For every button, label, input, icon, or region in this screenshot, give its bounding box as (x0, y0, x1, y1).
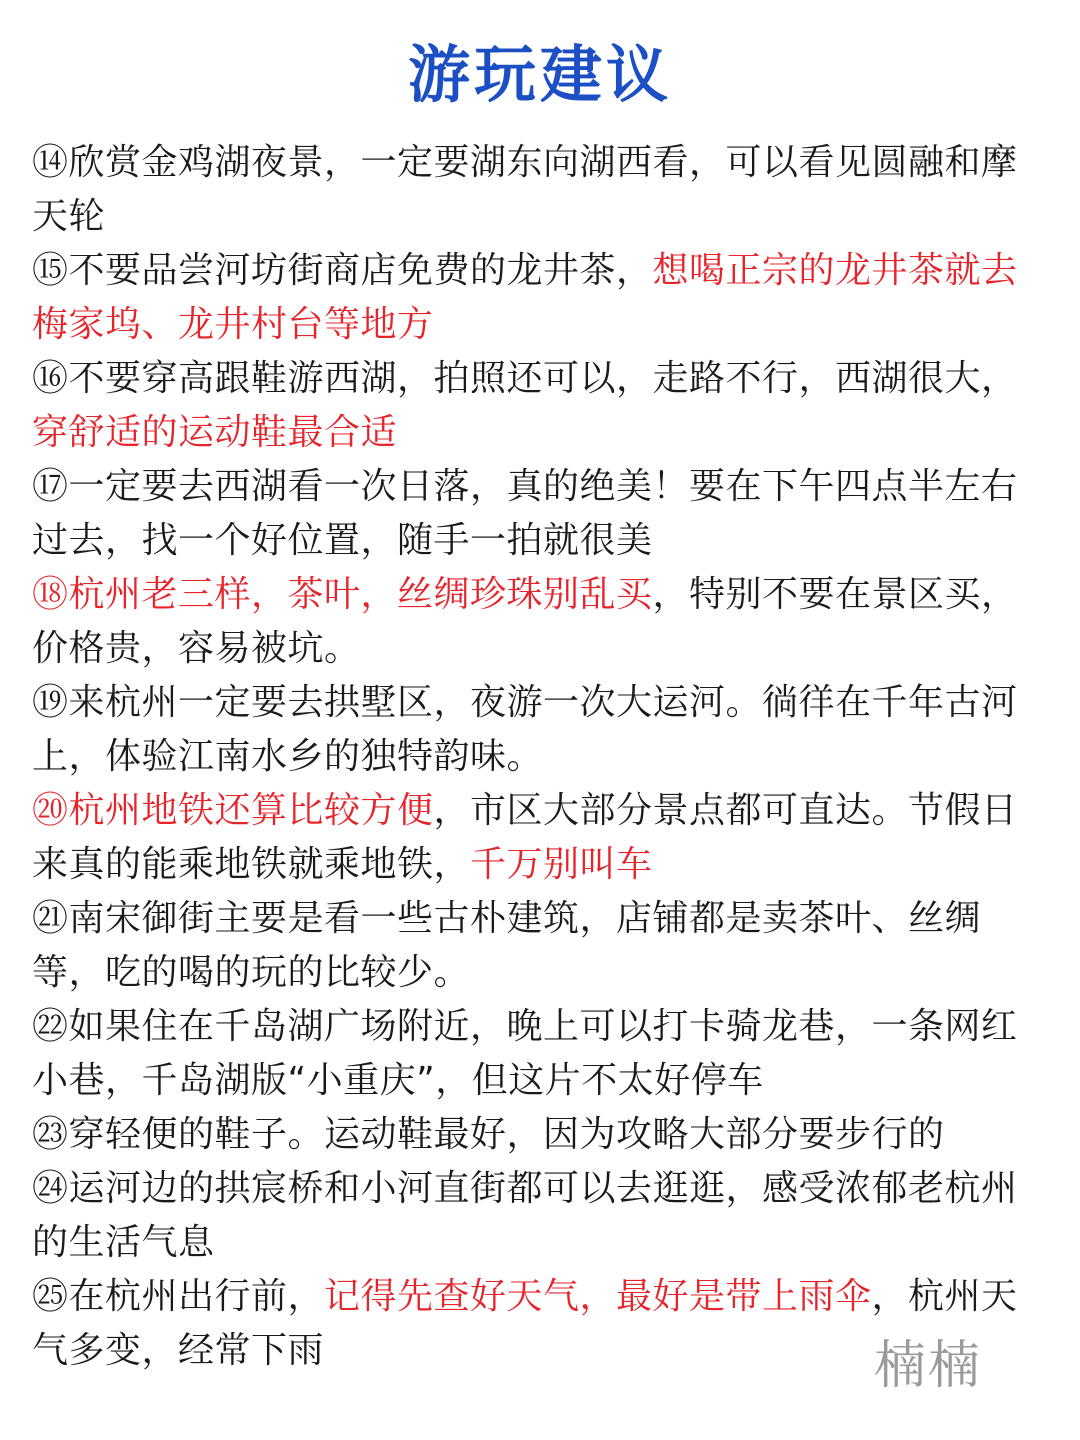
tip-item (32, 136, 1042, 244)
tip-text: 运河边的拱宸桥和小河直街都可以去逛逛，感受浓郁老杭州的生活气息 (32, 1168, 1018, 1263)
tip-number: ⑯ (32, 358, 69, 399)
tip-text: 不要穿高跟鞋游西湖，拍照还可以，走路不行，西湖很大， (68, 358, 1018, 399)
tip-number: ㉓ (32, 1114, 69, 1155)
tip-number: ⑰ (32, 466, 69, 507)
tip-item (32, 1162, 1042, 1270)
tip-number: ⑲ (32, 682, 69, 723)
tip-text-highlight: 杭州地铁还算比较方便 (68, 790, 434, 831)
tip-item (32, 892, 1042, 1000)
tip-number: ㉒ (32, 1006, 69, 1047)
tip-item (32, 352, 1042, 460)
tip-text: 欣赏金鸡湖夜景，一定要湖东向湖西看，可以看见圆融和摩天轮 (32, 142, 1018, 237)
tip-item (32, 460, 1042, 568)
tip-text-highlight: 想喝正宗的龙井茶就去梅家坞、龙井村台等地方 (32, 250, 1018, 345)
tip-text-highlight: 千万别叫车 (470, 844, 653, 885)
tip-text-highlight: 杭州老三样，茶叶，丝绸珍珠别乱买 (68, 574, 653, 615)
tip-number: ㉑ (32, 898, 69, 939)
tip-item (32, 676, 1042, 784)
tip-item (32, 1108, 1042, 1162)
tip-item (32, 1000, 1042, 1108)
page-title: 游玩建议 (407, 38, 672, 111)
tip-item (32, 244, 1042, 352)
tip-number: ㉔ (32, 1168, 69, 1209)
tip-number: ⑮ (32, 250, 69, 291)
tip-text: ，特别不要在景区买，价格贵，容易被坑。 (32, 574, 1018, 669)
tip-number: ⑳ (32, 790, 69, 831)
tip-text: ，杭州天气多变，经常下雨 (32, 1276, 1018, 1371)
tip-text: 一定要去西湖看一次日落，真的绝美！要在下午四点半左右过去，找一个好位置，随手一拍就很美 (32, 466, 1018, 561)
tip-text: 在杭州出行前， (68, 1276, 325, 1317)
tip-item (32, 784, 1042, 892)
tip-text-highlight: 记得先查好天气，最好是带上雨伞 (324, 1276, 872, 1317)
tip-text: 如果住在千岛湖广场附近，晚上可以打卡骑龙巷，一条网红小巷，千岛湖版“小重庆”，但这片不太好停车 (32, 1006, 1018, 1101)
tip-number: ㉕ (32, 1276, 69, 1317)
tip-text-highlight: 穿舒适的运动鞋最合适 (32, 412, 398, 453)
tip-text: 来杭州一定要去拱墅区，夜游一次大运河。徜徉在千年古河上，体验江南水乡的独特韵味。 (32, 682, 1018, 777)
tip-text: 穿轻便的鞋子。运动鞋最好，因为攻略大部分要步行的 (68, 1114, 945, 1155)
tip-text: 不要品尝河坊街商店免费的龙井茶， (68, 250, 653, 291)
tip-item (32, 568, 1042, 676)
tip-number: ⑱ (32, 574, 69, 615)
tip-text: 南宋御街主要是看一些古朴建筑，店铺都是卖茶叶、丝绸等，吃的喝的玩的比较少。 (32, 898, 982, 993)
tips-list (32, 136, 1042, 1378)
tip-number: ⑭ (32, 142, 69, 183)
tip-text: ，市区大部分景点都可直达。节假日来真的能乘地铁就乘地铁， (32, 790, 1018, 885)
author-signature: 楠楠 (873, 1336, 982, 1396)
